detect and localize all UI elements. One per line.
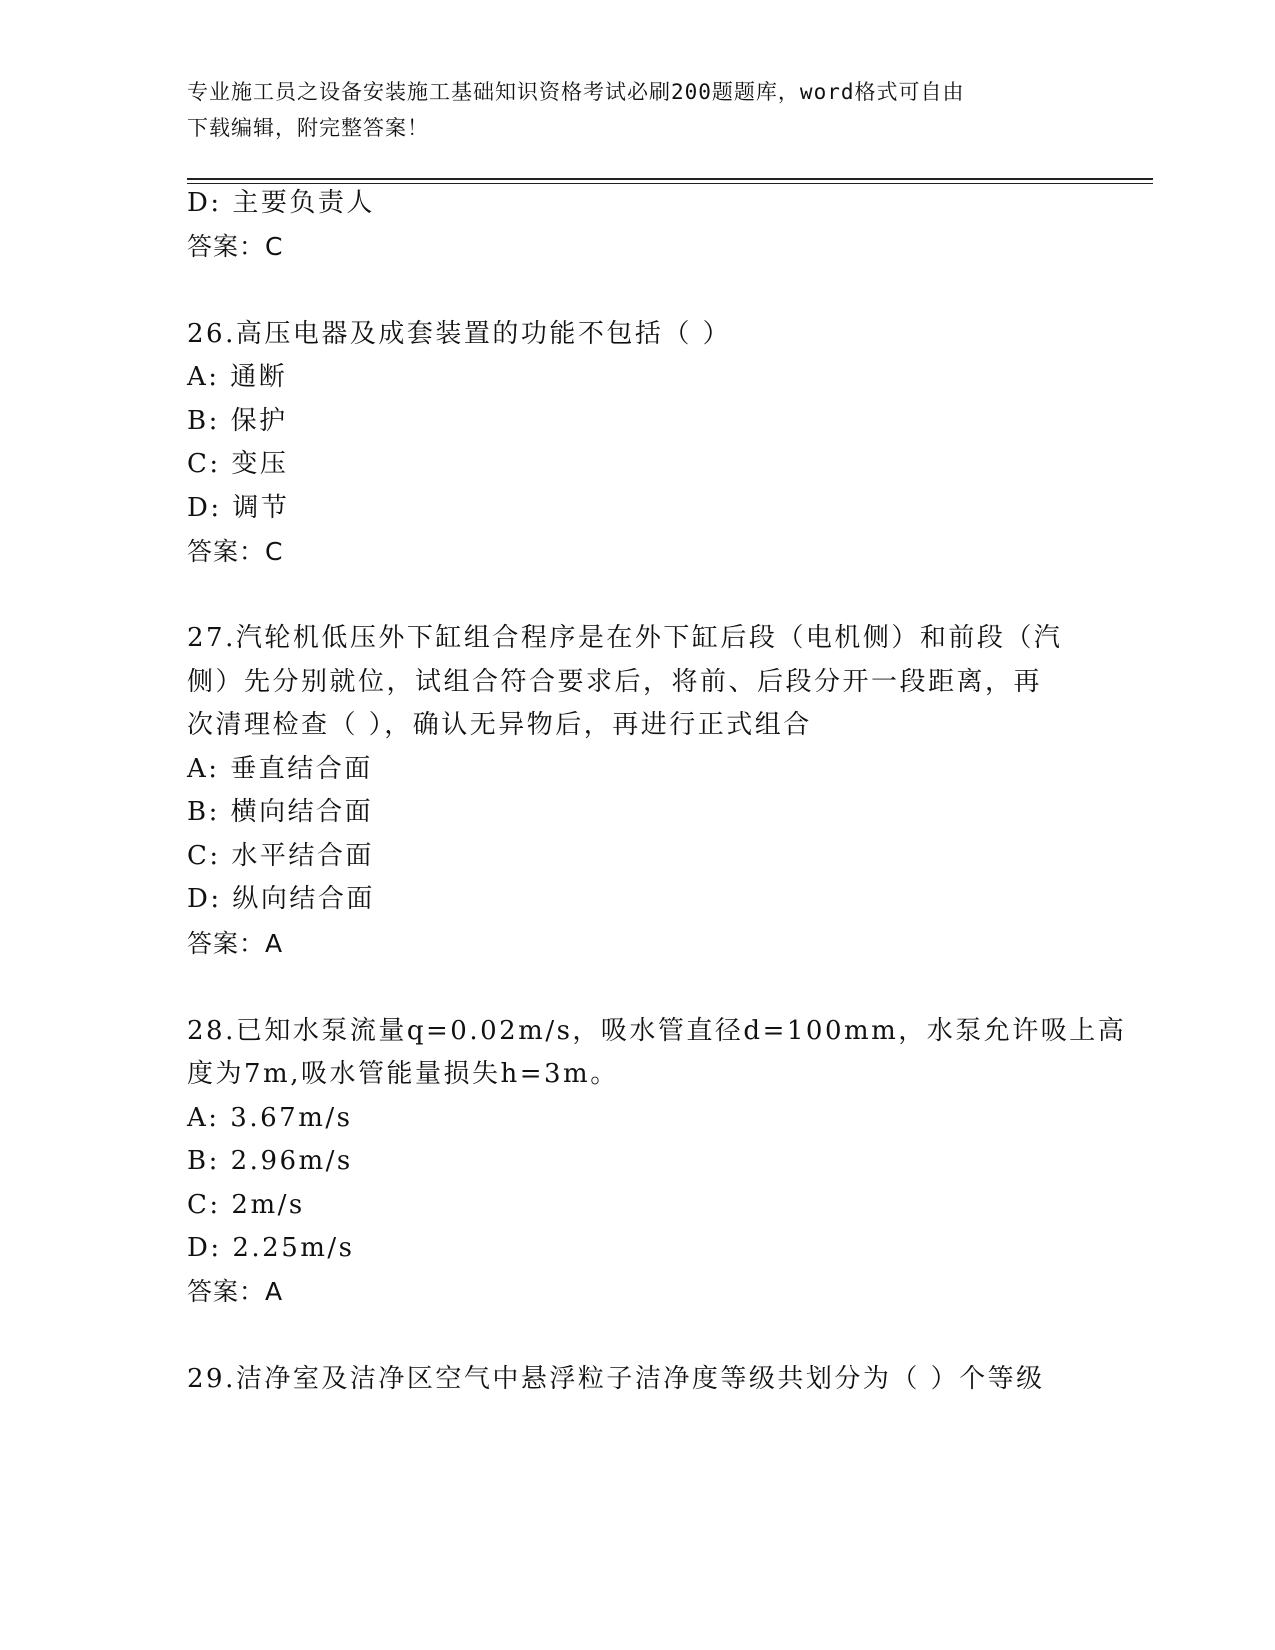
question-27-option-a: A: 垂直结合面 bbox=[187, 754, 373, 784]
prev-question-option-d: D: 主要负责人 bbox=[187, 188, 375, 218]
question-26-answer: 答案：C bbox=[187, 537, 284, 566]
question-27-option-b: B: 横向结合面 bbox=[187, 797, 374, 827]
question-28-option-b: B: 2.96m/s bbox=[187, 1146, 353, 1176]
question-28-option-d: D: 2.25m/s bbox=[187, 1233, 355, 1263]
question-27-answer: 答案：A bbox=[187, 929, 284, 958]
header-divider-thick bbox=[187, 178, 1153, 180]
question-26-option-a: A: 通断 bbox=[187, 362, 288, 392]
question-27-text-line-3: 次清理检查（ ），确认无异物后，再进行正式组合 bbox=[187, 710, 812, 740]
document-header bbox=[187, 74, 1087, 146]
question-26-option-c: C: 变压 bbox=[187, 449, 289, 479]
question-28-option-c: C: 2m/s bbox=[187, 1190, 305, 1220]
question-27-option-d: D: 纵向结合面 bbox=[187, 884, 375, 914]
question-27-option-c: C: 水平结合面 bbox=[187, 841, 374, 871]
question-27-text-line-2: 侧）先分别就位，试组合符合要求后，将前、后段分开一段距离，再 bbox=[187, 667, 1043, 697]
question-26-text: 26.高压电器及成套装置的功能不包括（ ） bbox=[187, 319, 732, 349]
header-divider-thin bbox=[187, 183, 1153, 184]
question-28-text-line-1: 28.已知水泵流量q=0.02m/s，吸水管直径d=100mm，水泵允许吸上高 bbox=[187, 1016, 1127, 1046]
header-line-1: 专业施工员之设备安装施工基础知识资格考试必刷200题题库，word格式可自由 bbox=[187, 80, 965, 104]
question-26-option-d: D: 调节 bbox=[187, 493, 290, 523]
prev-question-answer: 答案：C bbox=[187, 232, 284, 261]
question-28-option-a: A: 3.67m/s bbox=[187, 1103, 353, 1133]
question-28-answer: 答案：A bbox=[187, 1277, 284, 1306]
question-29-text: 29.洁净室及洁净区空气中悬浮粒子洁净度等级共划分为（ ）个等级 bbox=[187, 1364, 1045, 1394]
question-26-option-b: B: 保护 bbox=[187, 406, 288, 436]
header-line-2: 下载编辑，附完整答案！ bbox=[187, 116, 429, 140]
question-27-text-line-1: 27.汽轮机低压外下缸组合程序是在外下缸后段（电机侧）和前段（汽 bbox=[187, 623, 1063, 653]
question-28-text-line-2: 度为7m,吸水管能量损失h=3m。 bbox=[187, 1059, 619, 1089]
